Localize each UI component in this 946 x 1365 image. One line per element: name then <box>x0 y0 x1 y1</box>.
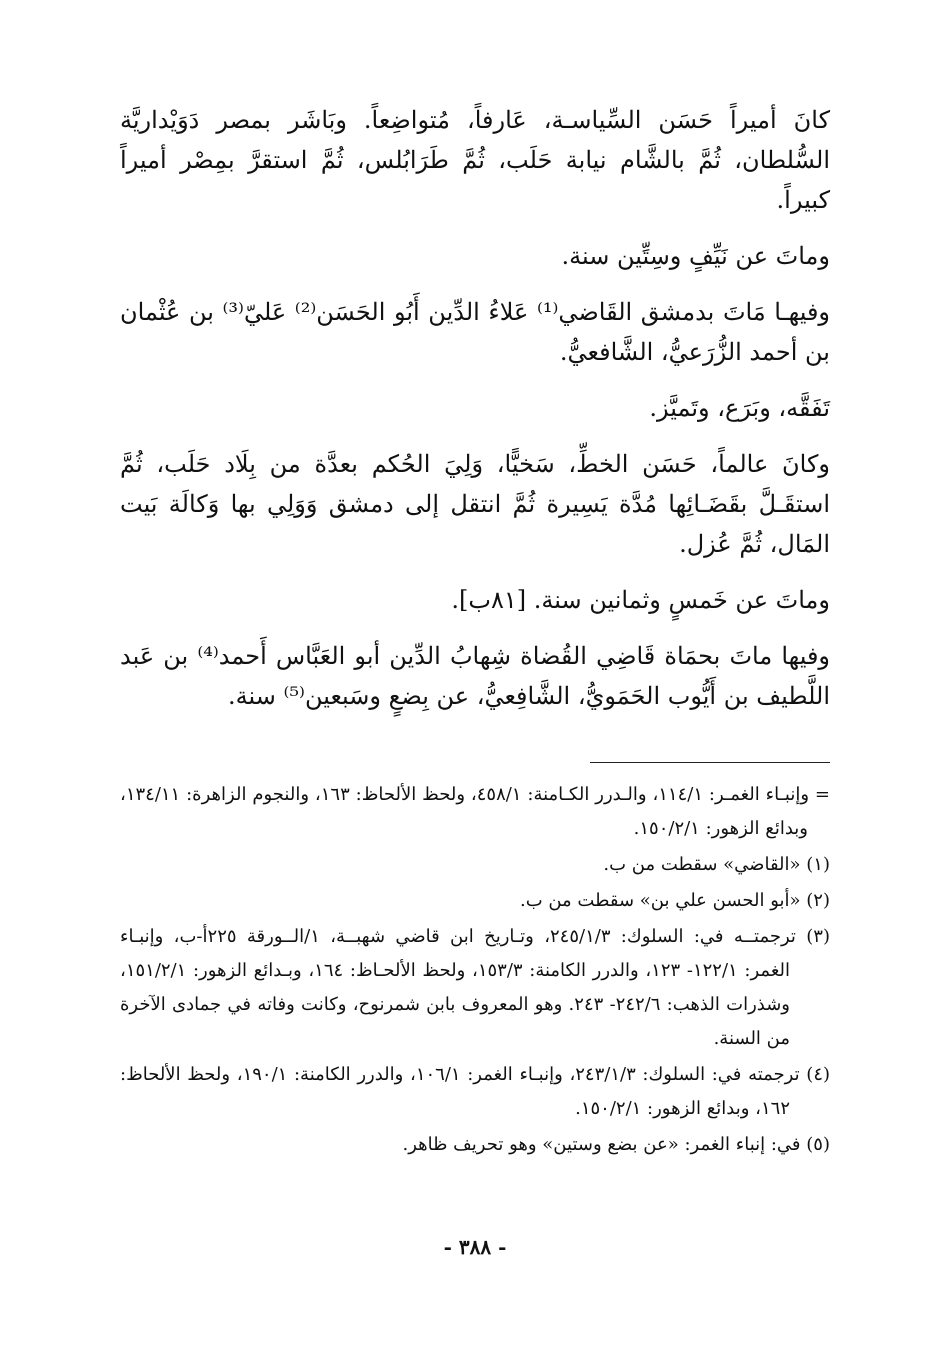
document-page <box>120 0 830 1365</box>
paragraph-2: وماتَ عن نَيِّفٍ وسِتِّين سنة. <box>561 242 830 270</box>
footnote-2: (٢) «أبو الحسن علي بن» سقطت من ب. <box>519 890 830 911</box>
page-number: - ٣٨٨ - <box>443 1235 507 1259</box>
footnote-1: (١) «القاضي» سقطت من ب. <box>603 854 830 875</box>
paragraph-3: وفيهـا مَاتَ بدمشق القَاضي⁽¹⁾ عَلاءُ الدِّين أَبُو الحَسَن⁽²⁾ عَليّ⁽³⁾ بن عُثْمان بن أحمد الزُّرَعيُّ، الشَّافعيُّ. <box>120 298 831 366</box>
paragraph-6: وماتَ عن خَمسٍ وثمانين سنة. [٨١ب]. <box>451 586 830 614</box>
paragraph-7: وفيها ماتَ بحمَاة قَاضِي القُضاة شِهابُ الدِّين أبو العَبَّاس أَحمد⁽⁴⁾ بن عَبد اللَّطيف بن أَيُّوب الحَمَويُّ، الشَّافِعيُّ، عن بِضعٍ وسَبعين⁽⁵⁾ سنة. <box>120 642 831 710</box>
paragraph-4: تَفَقَّه، وبَرَع، وتَميَّز. <box>649 394 830 422</box>
paragraph-1: كانَ أميراً حَسَن السِّياسـة، عَارفاً، مُتواضِعاً. وبَاشَر بمصر دَوَيْداريَّة السُّلطان، ثُمَّ بالشَّام نيابة حَلَب، ثُمَّ طَرَابُلس، ثُمَّ استقرَّ بمِصْر أميراً كبيراً. <box>120 106 830 214</box>
footnote-divider <box>590 762 830 763</box>
footnote-continuation: = وإنبـاء الغمـر: ١١٤/١، والـدرر الكـامنة: ٤٥٨/١، ولحظ الألحاظ: ١٦٣، والنجوم الزاهرة: ١٣٤/١١، وبدائع الزهور: ١٥٠/٢/١. <box>120 784 831 839</box>
paragraph-5: وكانَ عالماً، حَسَن الخطِّ، سَخيًّا، وَلِيَ الحُكم بعدَّة من بِلَاد حَلَب، ثُمَّ استقَـلَّ بقَضَـائِها مُدَّة يَسِيرة ثُمَّ انتقل إلى دمشق وَوَلِي بها وَكالَة بَيت المَال، ثُمَّ عُزل. <box>120 450 830 558</box>
footnote-4: (٤) ترجمته في: السلوك: ٢٤٣/١/٣، وإنبـاء الغمر: ١٠٦/١، والدرر الكامنة: ١٩٠/١، ولحظ الألحاظ: ١٦٢، وبدائع الزهور: ١٥٠/٢/١. <box>120 1064 831 1119</box>
footnotes <box>120 778 830 1164</box>
footnote-5: (٥) في: إنباء الغمر: «عن بضع وستين» وهو تحريف ظاهر. <box>402 1134 830 1155</box>
main-text <box>120 100 830 732</box>
footnote-3: (٣) ترجمتــه في: السلوك: ٢٤٥/١/٣، وتـاريخ ابن قاضي شهبــة، ١/الــورقة ٢٢٥أ-ب، وإنبـاء الغمر: ١٢٢/١- ١٢٣، والدرر الكامنة: ١٥٣/٣، ولحظ الألحـاظ: ١٦٤، وبـدائع الزهور: ١٥١/٢/١، وشذرات الذهب: ٢٤٢/٦- ٢٤٣. وهو المعروف بابن شمرنوح، وكانت وفاته في جمادى الآخرة من السنة. <box>120 926 830 1049</box>
